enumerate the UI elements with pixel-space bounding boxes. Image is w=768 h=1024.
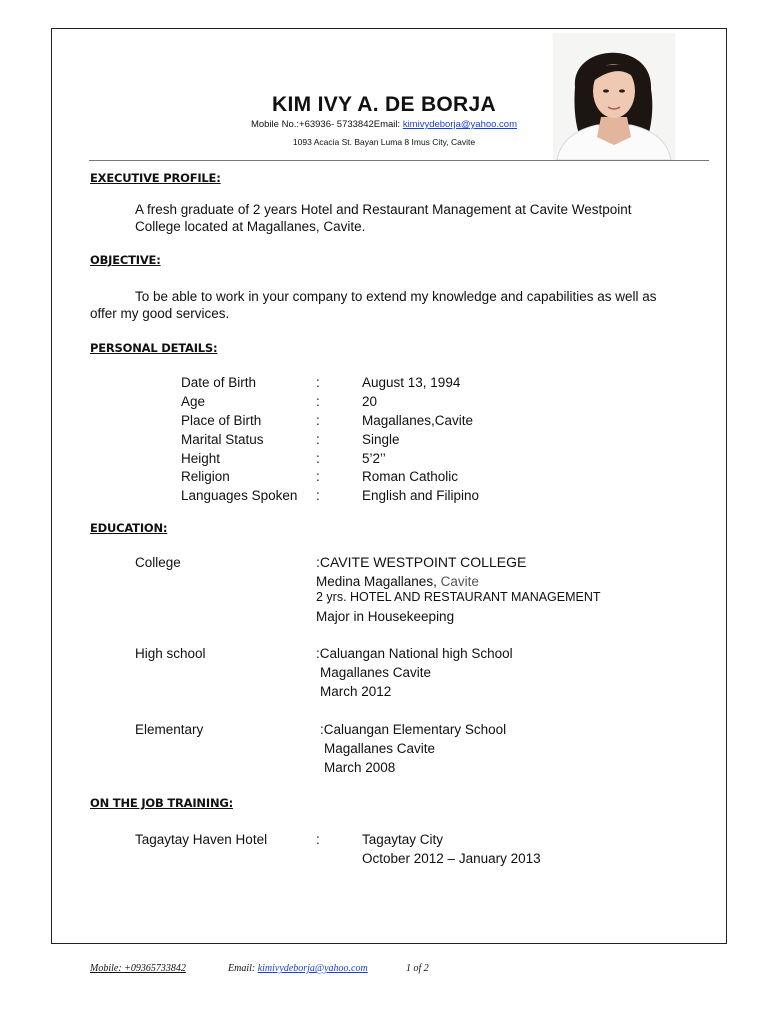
objective-heading: OBJECTIVE: <box>90 253 161 267</box>
personal-value: August 13, 1994 <box>362 375 461 390</box>
personal-separator: : <box>316 451 320 466</box>
personal-label: Languages Spoken <box>181 488 298 503</box>
email-link[interactable]: kimivydeborja@yahoo.com <box>402 119 518 130</box>
personal-label: Religion <box>181 469 230 484</box>
applicant-photo <box>553 33 675 160</box>
personal-separator: : <box>316 469 320 484</box>
personal-value: Magallanes,Cavite <box>362 413 474 428</box>
college-location-town: Medina Magallanes, <box>316 574 437 589</box>
ojt-place: Tagaytay Haven Hotel <box>135 832 268 847</box>
objective-line-1: To be able to work in your company to extend my knowledge and capabilities as well as <box>135 289 657 304</box>
ojt-period: October 2012 – January 2013 <box>362 851 541 866</box>
college-course: 2 yrs. HOTEL AND RESTAURANT MANAGEMENT <box>316 590 601 604</box>
personal-details-heading: PERSONAL DETAILS: <box>90 341 218 355</box>
objective-line-2: offer my good services. <box>90 306 230 321</box>
personal-label: Date of Birth <box>181 375 257 390</box>
executive-profile-line-2: College located at Magallanes, Cavite. <box>135 219 366 234</box>
college-major: Major in Housekeeping <box>316 609 455 624</box>
header-divider <box>89 160 709 161</box>
personal-label: Age <box>181 394 206 409</box>
college-name: :CAVITE WESTPOINT COLLEGE <box>316 554 527 570</box>
ojt-separator: : <box>316 832 320 847</box>
footer-email-link[interactable]: kimivydeborja@yahoo.com <box>257 963 368 974</box>
personal-value: 5’2’’ <box>362 451 386 466</box>
address-line: 1093 Acacia St. Bayan Luma 8 Imus City, Cavite <box>292 137 476 147</box>
executive-profile-line-1: A fresh graduate of 2 years Hotel and Restaurant Management at Cavite Westpoint <box>135 202 632 217</box>
footer-email <box>228 963 368 974</box>
personal-separator: : <box>316 394 320 409</box>
high-school-label: High school <box>135 646 206 661</box>
elementary-name: :Caluangan Elementary School <box>320 722 507 737</box>
high-school-date: March 2012 <box>320 684 392 699</box>
personal-separator: : <box>316 488 320 503</box>
mobile-text: Mobile No.:+63936- 5733842Email: <box>250 119 403 130</box>
ojt-city: Tagaytay City <box>362 832 444 847</box>
footer-mobile: Mobile: +09365733842 <box>90 963 186 974</box>
ojt-heading: ON THE JOB TRAINING: <box>90 796 234 810</box>
college-location-province: Cavite <box>436 574 479 589</box>
personal-label: Marital Status <box>181 432 264 447</box>
applicant-name: KIM IVY A. DE BORJA <box>272 93 496 116</box>
footer-email-label: Email: <box>228 963 258 974</box>
elementary-label: Elementary <box>135 722 204 737</box>
personal-label: Height <box>181 451 221 466</box>
page-number: 1 of 2 <box>406 963 429 974</box>
personal-value: 20 <box>362 394 378 409</box>
personal-value: English and Filipino <box>362 488 480 503</box>
personal-value: Single <box>362 432 400 447</box>
college-label: College <box>135 555 181 570</box>
personal-value: Roman Catholic <box>362 469 459 484</box>
elementary-location: Magallanes Cavite <box>324 741 436 756</box>
personal-separator: : <box>316 375 320 390</box>
education-heading: EDUCATION: <box>90 521 168 535</box>
executive-profile-heading: EXECUTIVE PROFILE: <box>90 171 221 185</box>
personal-separator: : <box>316 432 320 447</box>
high-school-location: Magallanes Cavite <box>320 665 432 680</box>
personal-separator: : <box>316 413 320 428</box>
personal-label: Place of Birth <box>181 413 262 428</box>
high-school-name: :Caluangan National high School <box>316 646 513 661</box>
elementary-date: March 2008 <box>324 760 396 775</box>
